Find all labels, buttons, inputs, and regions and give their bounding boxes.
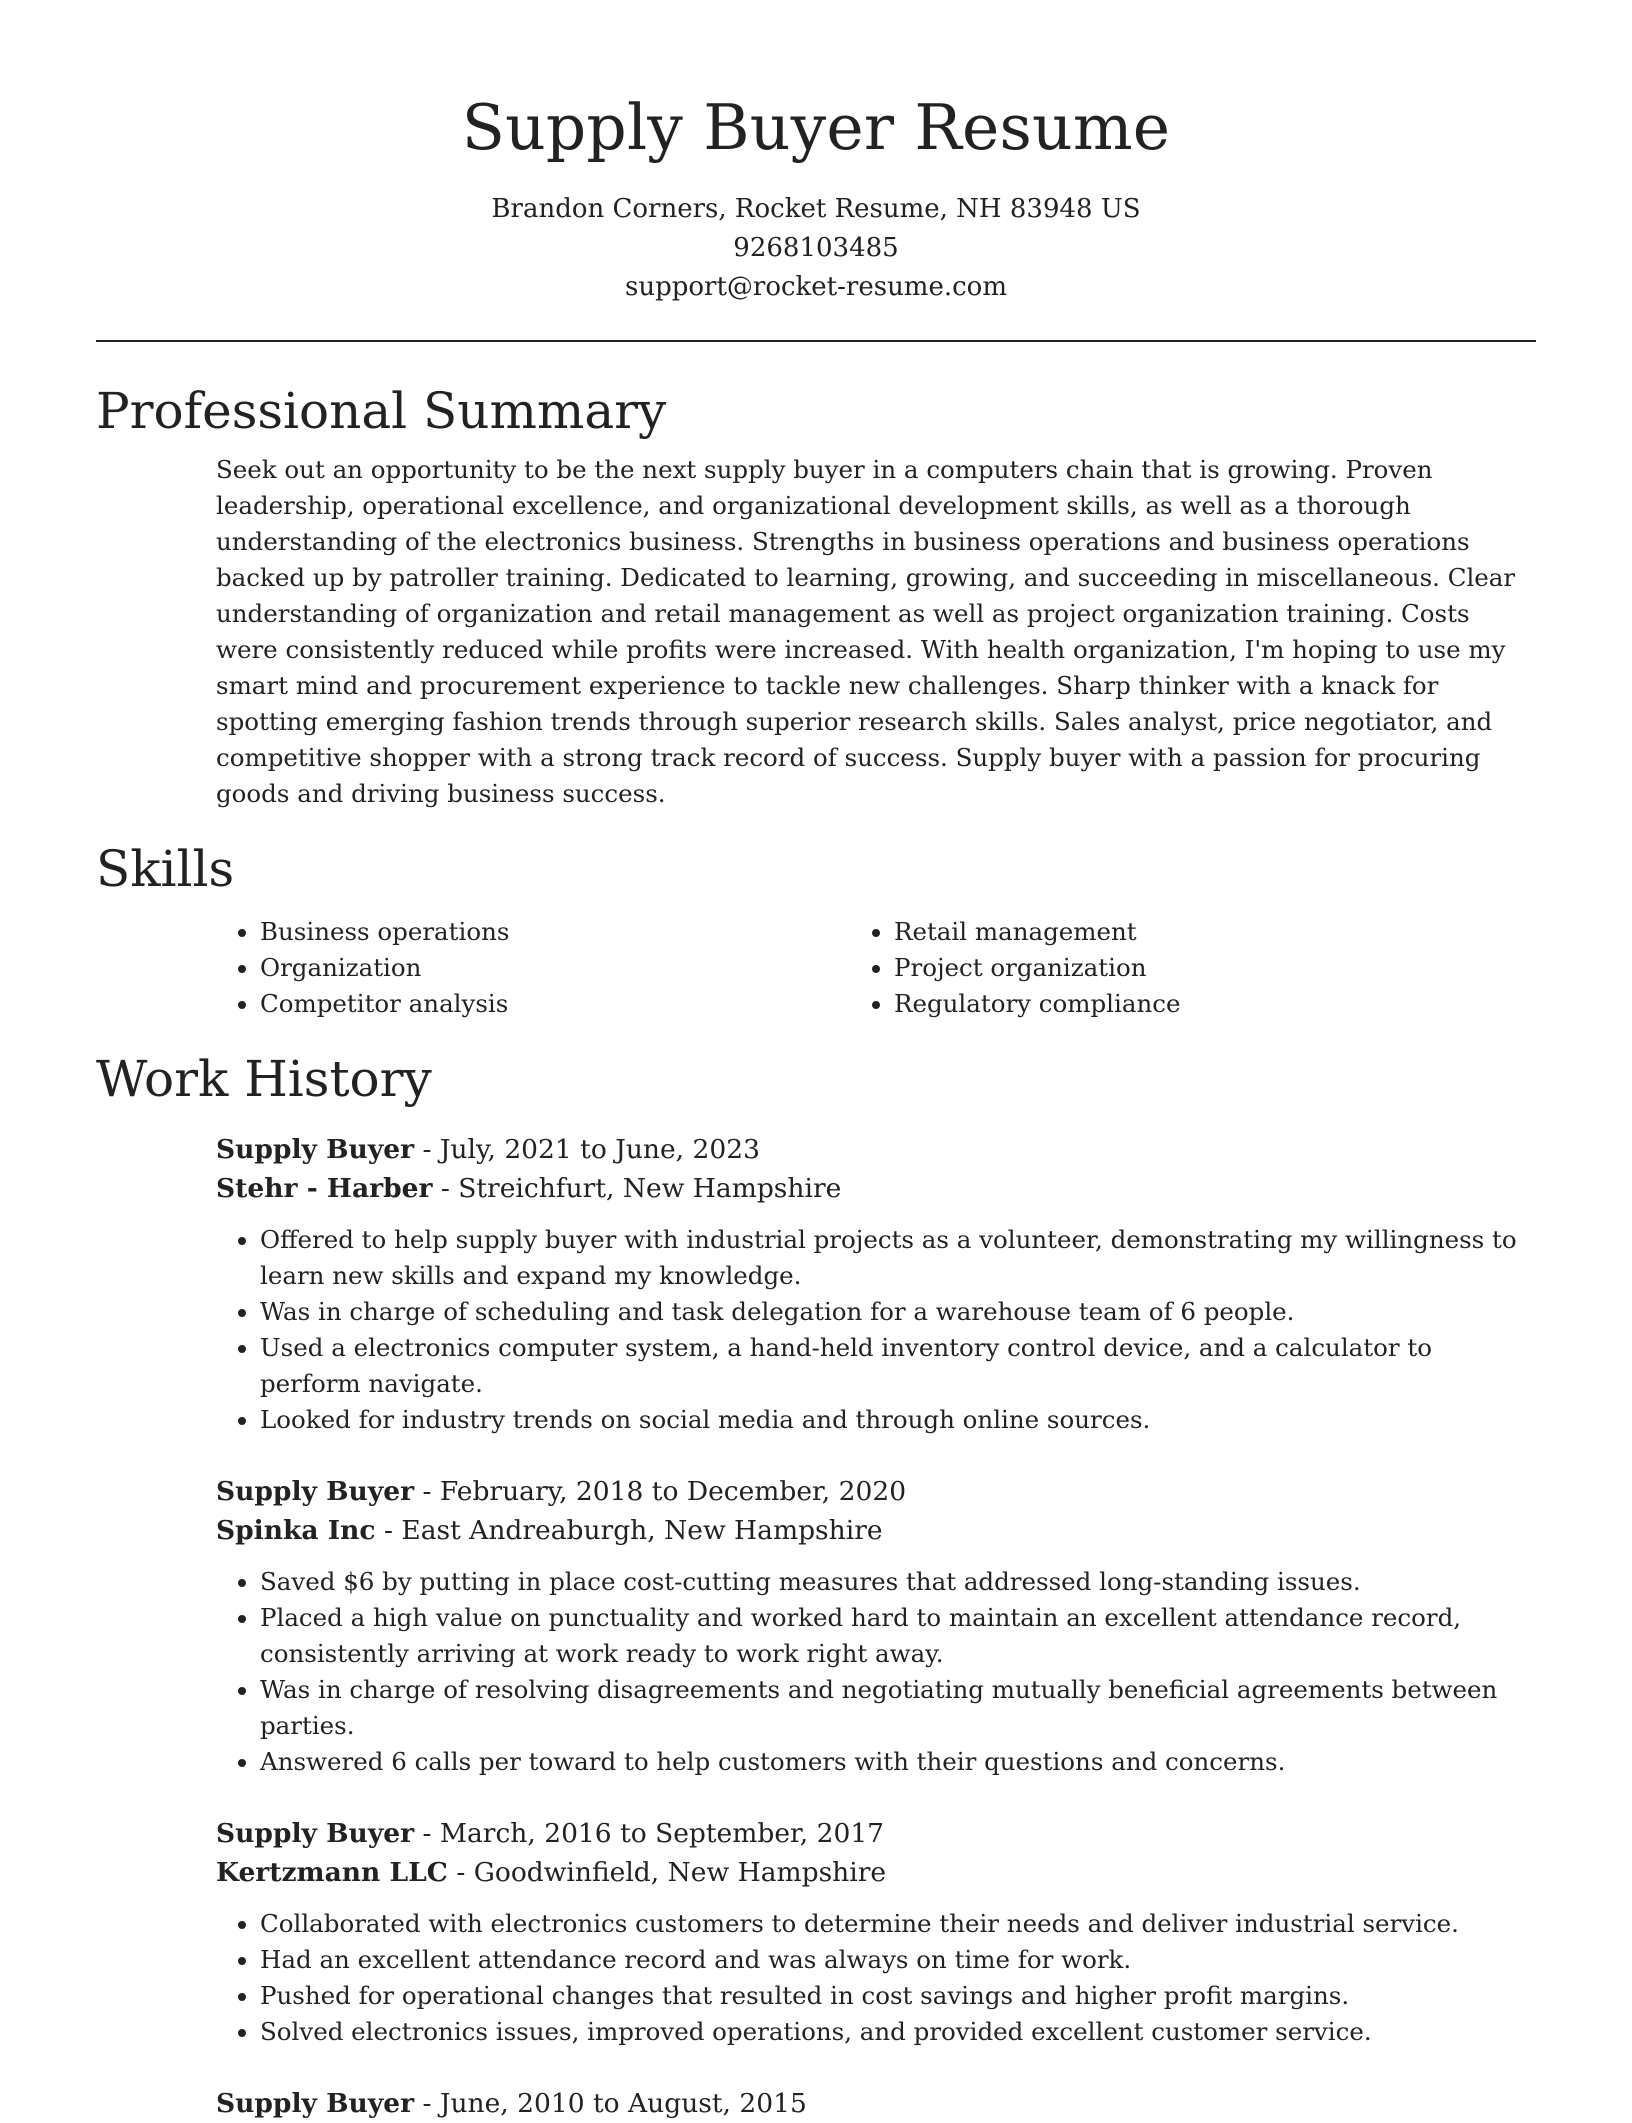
resume-page bbox=[96, 0, 1536, 2123]
job-role: Supply Buyer bbox=[216, 1476, 415, 1507]
job-bullets bbox=[216, 1906, 1536, 2050]
job-bullet: • Used a electronics computer system, a hand-held inventory control device, and a calculator to perform navigate. bbox=[260, 1330, 1536, 1402]
job-bullet: • Placed a high value on punctuality and worked hard to maintain an excellent attendance record, consistently arriving at work ready to work right away. bbox=[260, 1600, 1536, 1672]
job-bullet: • Pushed for operational changes that resulted in cost savings and higher profit margins. bbox=[260, 1978, 1536, 2014]
skill-item: • Organization bbox=[260, 950, 870, 986]
skill-item: • Retail management bbox=[894, 914, 1504, 950]
job-location: - Streichfurt, New Hampshire bbox=[432, 1173, 842, 1204]
job-bullet: • Solved electronics issues, improved operations, and provided excellent customer service. bbox=[260, 2014, 1536, 2050]
job-bullet: • Was in charge of resolving disagreements and negotiating mutually beneficial agreements between parties. bbox=[260, 1672, 1536, 1744]
job-entry bbox=[216, 1130, 1536, 1438]
job-bullet: • Had an excellent attendance record and was always on time for work. bbox=[260, 1942, 1536, 1978]
job-role: Supply Buyer bbox=[216, 1818, 415, 1849]
job-entry bbox=[216, 1472, 1536, 1780]
job-title-line bbox=[216, 1130, 1536, 1169]
job-company-line bbox=[216, 1169, 1536, 1208]
contact-address: Brandon Corners, Rocket Resume, NH 83948 US bbox=[491, 194, 1141, 224]
job-dates: - March, 2016 to September, 2017 bbox=[414, 1818, 885, 1849]
contact-block bbox=[96, 190, 1536, 307]
job-entry bbox=[216, 2084, 1536, 2123]
skills-column-right bbox=[870, 914, 1504, 1022]
skills-list bbox=[216, 914, 1536, 1022]
skill-item: • Regulatory compliance bbox=[894, 986, 1504, 1022]
job-dates: - June, 2010 to August, 2015 bbox=[414, 2088, 807, 2119]
job-company-line bbox=[216, 1853, 1536, 1892]
skill-item: • Project organization bbox=[894, 950, 1504, 986]
job-title-line bbox=[216, 1472, 1536, 1511]
job-bullet: • Answered 6 calls per toward to help customers with their questions and concerns. bbox=[260, 1744, 1536, 1780]
job-company-line bbox=[216, 1511, 1536, 1550]
job-entry bbox=[216, 1814, 1536, 2050]
job-bullets bbox=[216, 1222, 1536, 1438]
job-location: - East Andreaburgh, New Hampshire bbox=[375, 1515, 883, 1546]
job-role: Supply Buyer bbox=[216, 2088, 415, 2119]
skill-item: • Competitor analysis bbox=[260, 986, 870, 1022]
job-company: Kertzmann LLC bbox=[216, 1857, 448, 1888]
job-company: Spinka Inc bbox=[216, 1515, 376, 1546]
job-dates: - July, 2021 to June, 2023 bbox=[414, 1134, 760, 1165]
resume-title: Supply Buyer Resume bbox=[461, 91, 1171, 164]
job-title-line bbox=[216, 1814, 1536, 1853]
summary-text: Seek out an opportunity to be the next supply buyer in a computers chain that is growing. Proven leadership, operational excellence, and organizational development skills, as well as a thorough understanding of the electronics business. Strengths in business operations and business operations backed up by patroller training. Dedicated to learning, growing, and succeeding in miscellaneous. Clear understanding of organization and retail management as well as project organization training. Costs were consistently reduced while profits were increased. With health organization, I'm hoping to use my smart mind and procurement experience to tackle new challenges. Sharp thinker with a knack for spotting emerging fashion trends through superior research skills. Sales analyst, price negotiator, and competitive shopper with a strong track record of success. Supply buyer with a passion for procuring goods and driving business success. bbox=[216, 455, 1516, 808]
job-location: - Goodwinfield, New Hampshire bbox=[447, 1857, 887, 1888]
job-bullet: • Was in charge of scheduling and task delegation for a warehouse team of 6 people. bbox=[260, 1294, 1536, 1330]
job-bullet: • Looked for industry trends on social media and through online sources. bbox=[260, 1402, 1536, 1438]
job-bullet: • Offered to help supply buyer with industrial projects as a volunteer, demonstrating my willingness to learn new skills and expand my knowledge. bbox=[260, 1222, 1536, 1294]
job-role: Supply Buyer bbox=[216, 1134, 415, 1165]
job-dates: - February, 2018 to December, 2020 bbox=[414, 1476, 907, 1507]
skill-item: • Business operations bbox=[260, 914, 870, 950]
job-company: Stehr - Harber bbox=[216, 1173, 433, 1204]
header-divider bbox=[96, 340, 1536, 342]
contact-email: support@rocket-resume.com bbox=[624, 272, 1007, 302]
skills-heading: Skills bbox=[96, 840, 235, 898]
job-bullet: • Collaborated with electronics customers to determine their needs and deliver industrial service. bbox=[260, 1906, 1536, 1942]
skills-column-left bbox=[216, 914, 870, 1022]
summary-heading: Professional Summary bbox=[96, 382, 667, 440]
job-title-line bbox=[216, 2084, 1536, 2123]
contact-phone: 9268103485 bbox=[733, 233, 899, 263]
job-bullets bbox=[216, 1564, 1536, 1780]
work-history-heading: Work History bbox=[96, 1050, 432, 1108]
job-bullet: • Saved $6 by putting in place cost-cutting measures that addressed long-standing issues. bbox=[260, 1564, 1536, 1600]
